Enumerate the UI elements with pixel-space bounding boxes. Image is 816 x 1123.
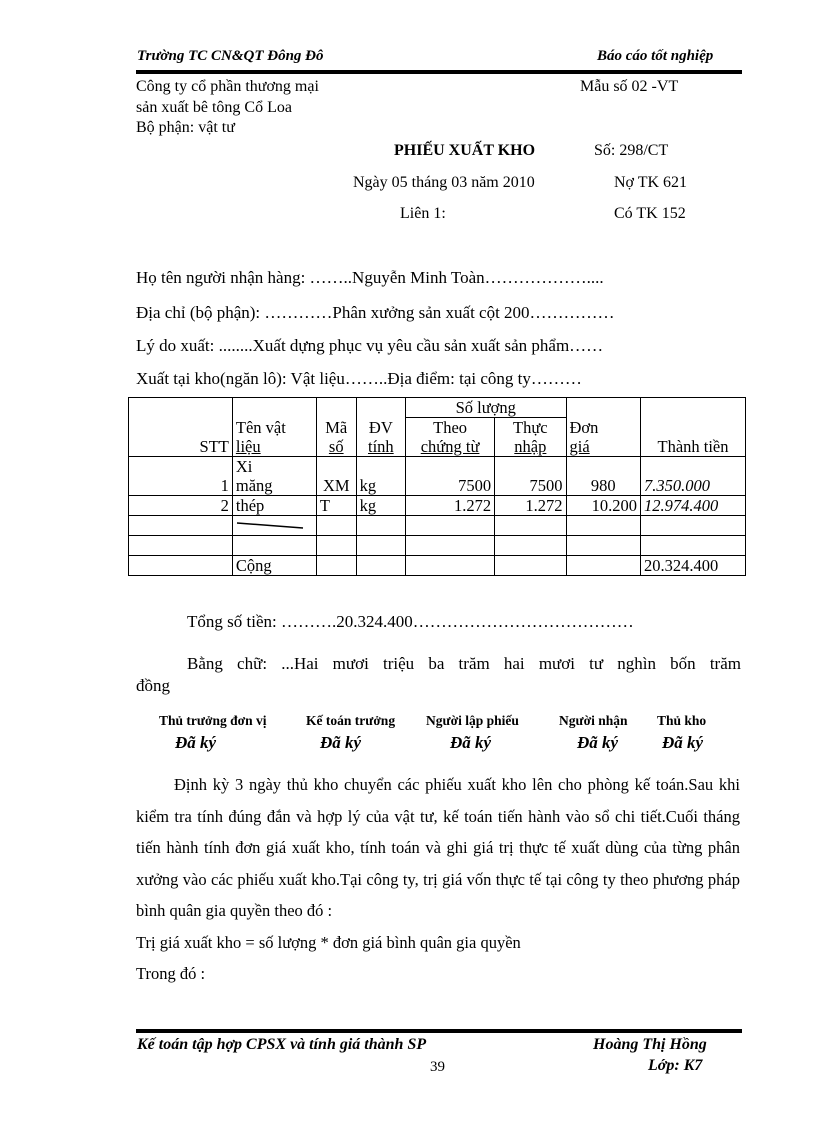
signature-status-storekeeper: Đã ký: [662, 733, 704, 752]
table-row: 1 Xi măng XM kg 7500 7500 980 7.350.000: [129, 457, 746, 496]
paragraph-1: Định kỳ 3 ngày thủ kho chuyển các phiếu xuất kho lên cho phòng kế toán.Sau khi kiểm tra tính đúng đắn và hợp lý của vật tư, kế toán tiến hành vào sổ chi tiết.Cuối tháng tiến hành tính đơn giá xuất kho, tính toán và ghi giá trị thực tế xuất dùng của từng phân xưởng vào các phiếu xuất kho.Tại công ty, trị giá vốn thực tế tại công ty theo phương pháp bình quân gia quyền theo đó :: [136, 775, 740, 920]
voucher-title: PHIẾU XUẤT KHO: [394, 142, 536, 159]
header-quantity-group: Số lượng: [405, 398, 566, 418]
address-line: Địa chỉ (bộ phận): …………Phân xưởng sản xuất cột 200……………: [136, 303, 615, 322]
signature-status-receiver: Đã ký: [577, 733, 619, 752]
signature-status-preparer: Đã ký: [450, 733, 492, 752]
receiver-line: Họ tên người nhận hàng: ……..Nguyễn Minh Toàn………………....: [136, 268, 604, 287]
copy-number: Liên 1:: [400, 205, 446, 222]
table-row-empty: [129, 536, 746, 556]
company-line-1: Công ty cổ phần thương mại: [136, 78, 319, 95]
warehouse-line: Xuất tại kho(ngăn lô): Vật liệu……..Địa điểm: tại công ty………: [136, 369, 582, 388]
signature-status-director: Đã ký: [175, 733, 217, 752]
amount-in-words-line-1: Bằng chữ: ...Hai mươi triệu ba trăm hai mươi tư nghìn bốn trăm: [187, 654, 741, 673]
form-number: Mẫu số 02 -VT: [580, 78, 679, 95]
company-line-2: sản xuất bê tông Cổ Loa: [136, 99, 292, 116]
total-sum-line: Tổng số tiền: ……….20.324.400…………………………………: [187, 612, 634, 631]
header-unit: ĐV tính: [356, 398, 405, 457]
reason-line: Lý do xuất: ........Xuất dựng phục vụ yêu cầu sản xuất sản phẩm……: [136, 336, 604, 355]
voucher-date: Ngày 05 tháng 03 năm 2010: [353, 174, 535, 191]
total-amount: 20.324.400: [641, 556, 746, 576]
total-label: Cộng: [232, 556, 316, 576]
header-price: Đơn giá: [566, 398, 641, 457]
credit-account: Có TK 152: [614, 205, 686, 222]
voucher-number: Số: 298/CT: [594, 142, 669, 159]
formula-line: Trị giá xuất kho = số lượng * đơn giá bình quân gia quyền: [136, 932, 521, 952]
signature-title-director: Thủ trưởng đơn vị: [159, 713, 267, 728]
body-text: [136, 769, 740, 990]
where-line: Trong đó :: [136, 964, 206, 983]
footer-left: Kế toán tập hợp CPSX và tính giá thành SP: [137, 1036, 427, 1053]
signature-title-storekeeper: Thủ kho: [657, 713, 707, 728]
table-row: 2 thép T kg 1.272 1.272 10.200 12.974.400: [129, 496, 746, 516]
signature-title-preparer: Người lập phiếu: [426, 713, 519, 728]
footer-author: Hoàng Thị Hồng: [593, 1036, 707, 1053]
department: Bộ phận: vật tư: [136, 119, 235, 136]
header-stt: STT: [129, 398, 233, 457]
header-amount: Thành tiền: [641, 398, 746, 457]
header-qty-doc: Theo chứng từ: [405, 418, 494, 457]
signature-title-receiver: Người nhận: [559, 713, 628, 728]
strike-line: [232, 516, 316, 536]
header-school: Trường TC CN&QT Đông Đô: [137, 48, 324, 64]
amount-in-words-line-2: đồng: [136, 676, 170, 695]
header-rule: [136, 70, 742, 74]
footer-class: Lớp: K7: [648, 1057, 703, 1074]
signature-status-chief-accountant: Đã ký: [320, 733, 362, 752]
table-header-row: [129, 398, 746, 418]
header-qty-actual: Thực nhập: [495, 418, 566, 457]
page-number: 39: [430, 1059, 445, 1075]
signature-title-chief-accountant: Kế toán trưởng: [306, 713, 396, 728]
table-row-empty: [129, 516, 746, 536]
header-code: Mã số: [316, 398, 356, 457]
header-name: Tên vật liệu: [232, 398, 316, 457]
issue-table: [128, 397, 746, 576]
debit-account: Nợ TK 621: [614, 174, 688, 191]
header-report-type: Báo cáo tốt nghiệp: [597, 48, 714, 64]
table-total-row: [129, 556, 746, 576]
footer-rule: [136, 1029, 742, 1033]
